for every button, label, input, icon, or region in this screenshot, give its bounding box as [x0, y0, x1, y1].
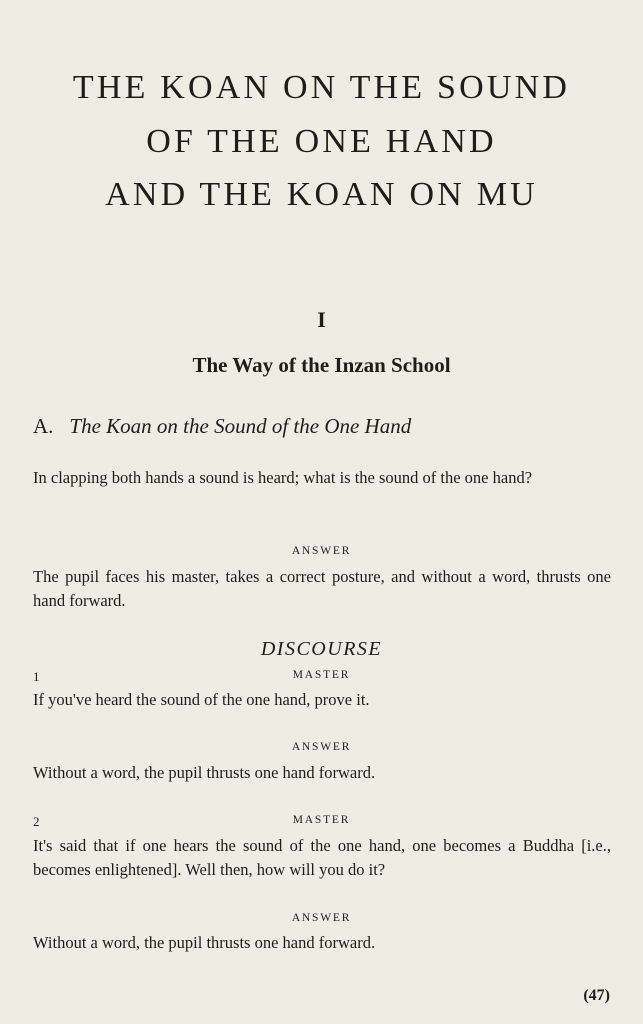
answer-text: Without a word, the pupil thrusts one hand forward. [33, 933, 376, 952]
koan-letter: A. [33, 414, 54, 438]
koan-title: The Koan on the Sound of the One Hand [69, 414, 412, 438]
answer-label: ANSWER [291, 545, 352, 557]
chapter-title-line-1: THE KOAN ON THE SOUND [72, 69, 571, 106]
master-label: MASTER [292, 669, 351, 681]
answer-label: ANSWER [291, 912, 352, 924]
answer-text: Without a word, the pupil thrusts one hand forward. [33, 763, 376, 782]
answer-label: ANSWER [291, 741, 352, 753]
discourse-item-number: 1 [33, 669, 40, 684]
chapter-title-line-2: OF THE ONE HAND [146, 123, 497, 160]
section-numeral: I [317, 307, 326, 332]
master-text: If you've heard the sound of the one hand, prove it. [33, 690, 370, 709]
answer-text: The pupil faces his master, takes a correct posture, and without a word, thrusts one hand forward. [33, 567, 611, 610]
page-number: (47) [583, 987, 610, 1004]
master-text: It's said that if one hears the sound of the one hand, one becomes a Buddha [i.e., becomes enlightened]. Well then, how will you do it? [33, 836, 611, 879]
koan-heading [33, 414, 411, 439]
section-heading: The Way of the Inzan School [192, 353, 451, 377]
master-label: MASTER [292, 814, 351, 826]
discourse-heading: DISCOURSE [260, 638, 383, 660]
chapter-title-line-3: AND THE KOAN ON MU [105, 176, 538, 213]
koan-question: In clapping both hands a sound is heard; what is the sound of the one hand? [33, 468, 533, 487]
discourse-item-number: 2 [33, 814, 40, 829]
